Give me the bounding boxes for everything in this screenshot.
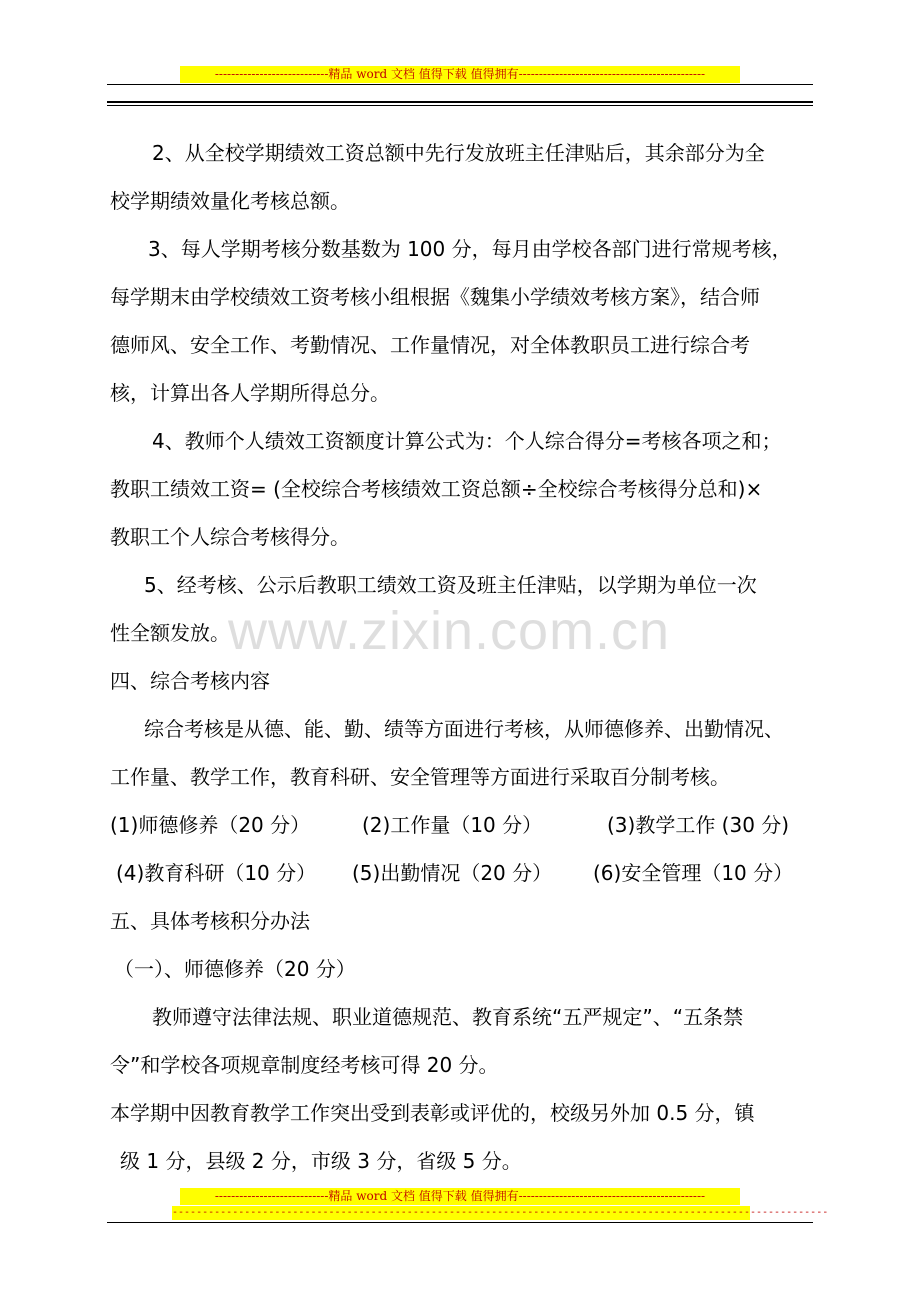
header-rule-double bbox=[107, 105, 813, 106]
subsection-heading: （一）、师德修养（20 分） bbox=[114, 957, 356, 981]
paragraph-line: 5、经考核、公示后教职工绩效工资及班主任津贴，以学期为单位一次 bbox=[124, 573, 757, 597]
score-item: (6)安全管理（10 分） bbox=[593, 861, 794, 885]
header-banner: ----------------------------精品 word 文档 值得下载 值得拥有---------------------------------------------- bbox=[180, 66, 740, 83]
footer-rule bbox=[107, 1222, 813, 1223]
paragraph-line: 每学期末由学校绩效工资考核小组根据《魏集小学绩效考核方案》，结合师 bbox=[110, 285, 760, 309]
paragraph-line: 教职工个人综合考核得分。 bbox=[110, 525, 350, 549]
footer-banner: ----------------------------精品 word 文档 值得下载 值得拥有---------------------------------------------- bbox=[180, 1188, 740, 1205]
score-item: (2)工作量（10 分） bbox=[362, 813, 543, 837]
section-heading: 五、具体考核积分办法 bbox=[110, 909, 310, 933]
footer-dash-line: ------------------------------------------------------------------------------------------------------------- bbox=[172, 1207, 829, 1218]
document-body bbox=[110, 129, 815, 1185]
paragraph-line: 校学期绩效量化考核总额。 bbox=[110, 189, 350, 213]
header-rule-thick bbox=[107, 101, 813, 103]
score-items-row-1 bbox=[110, 801, 815, 849]
score-item: (1)师德修养（20 分） bbox=[110, 813, 311, 837]
paragraph-line: 核，计算出各人学期所得总分。 bbox=[110, 381, 390, 405]
paragraph-line: 性全额发放。 bbox=[110, 621, 230, 645]
paragraph-line: 4、教师个人绩效工资额度计算公式为：个人综合得分=考核各项之和； bbox=[132, 429, 782, 453]
paragraph-line: 级 1 分，县级 2 分，市级 3 分，省级 5 分。 bbox=[120, 1149, 522, 1173]
paragraph-line: 令”和学校各项规章制度经考核可得 20 分。 bbox=[110, 1053, 499, 1077]
score-items-row-2 bbox=[110, 849, 815, 897]
paragraph-line: 工作量、教学工作，教育科研、安全管理等方面进行采取百分制考核。 bbox=[110, 765, 730, 789]
paragraph-line: 综合考核是从德、能、勤、绩等方面进行考核，从师德修养、出勤情况、 bbox=[124, 717, 784, 741]
score-item: (5)出勤情况（20 分） bbox=[352, 861, 553, 885]
score-item: (3)教学工作 (30 分) bbox=[607, 813, 790, 837]
paragraph-line: 教师遵守法律法规、职业道德规范、教育系统“五严规定”、“五条禁 bbox=[132, 1005, 744, 1029]
section-heading: 四、综合考核内容 bbox=[110, 669, 270, 693]
paragraph-line: 德师风、安全工作、考勤情况、工作量情况，对全体教职员工进行综合考 bbox=[110, 333, 750, 357]
paragraph-line: 2、从全校学期绩效工资总额中先行发放班主任津贴后，其余部分为全 bbox=[132, 141, 765, 165]
paragraph-line: 3、每人学期考核分数基数为 100 分，每月由学校各部门进行常规考核， bbox=[128, 237, 792, 261]
header-rule-thin bbox=[107, 84, 813, 85]
score-item: (4)教育科研（10 分） bbox=[116, 861, 317, 885]
watermark: www.zixin.com.cn bbox=[228, 601, 671, 661]
paragraph-line: 本学期中因教育教学工作突出受到表彰或评优的，校级另外加 0.5 分，镇 bbox=[110, 1101, 755, 1125]
paragraph-line: 教职工绩效工资= (全校综合考核绩效工资总额÷全校综合考核得分总和)× bbox=[110, 477, 763, 501]
